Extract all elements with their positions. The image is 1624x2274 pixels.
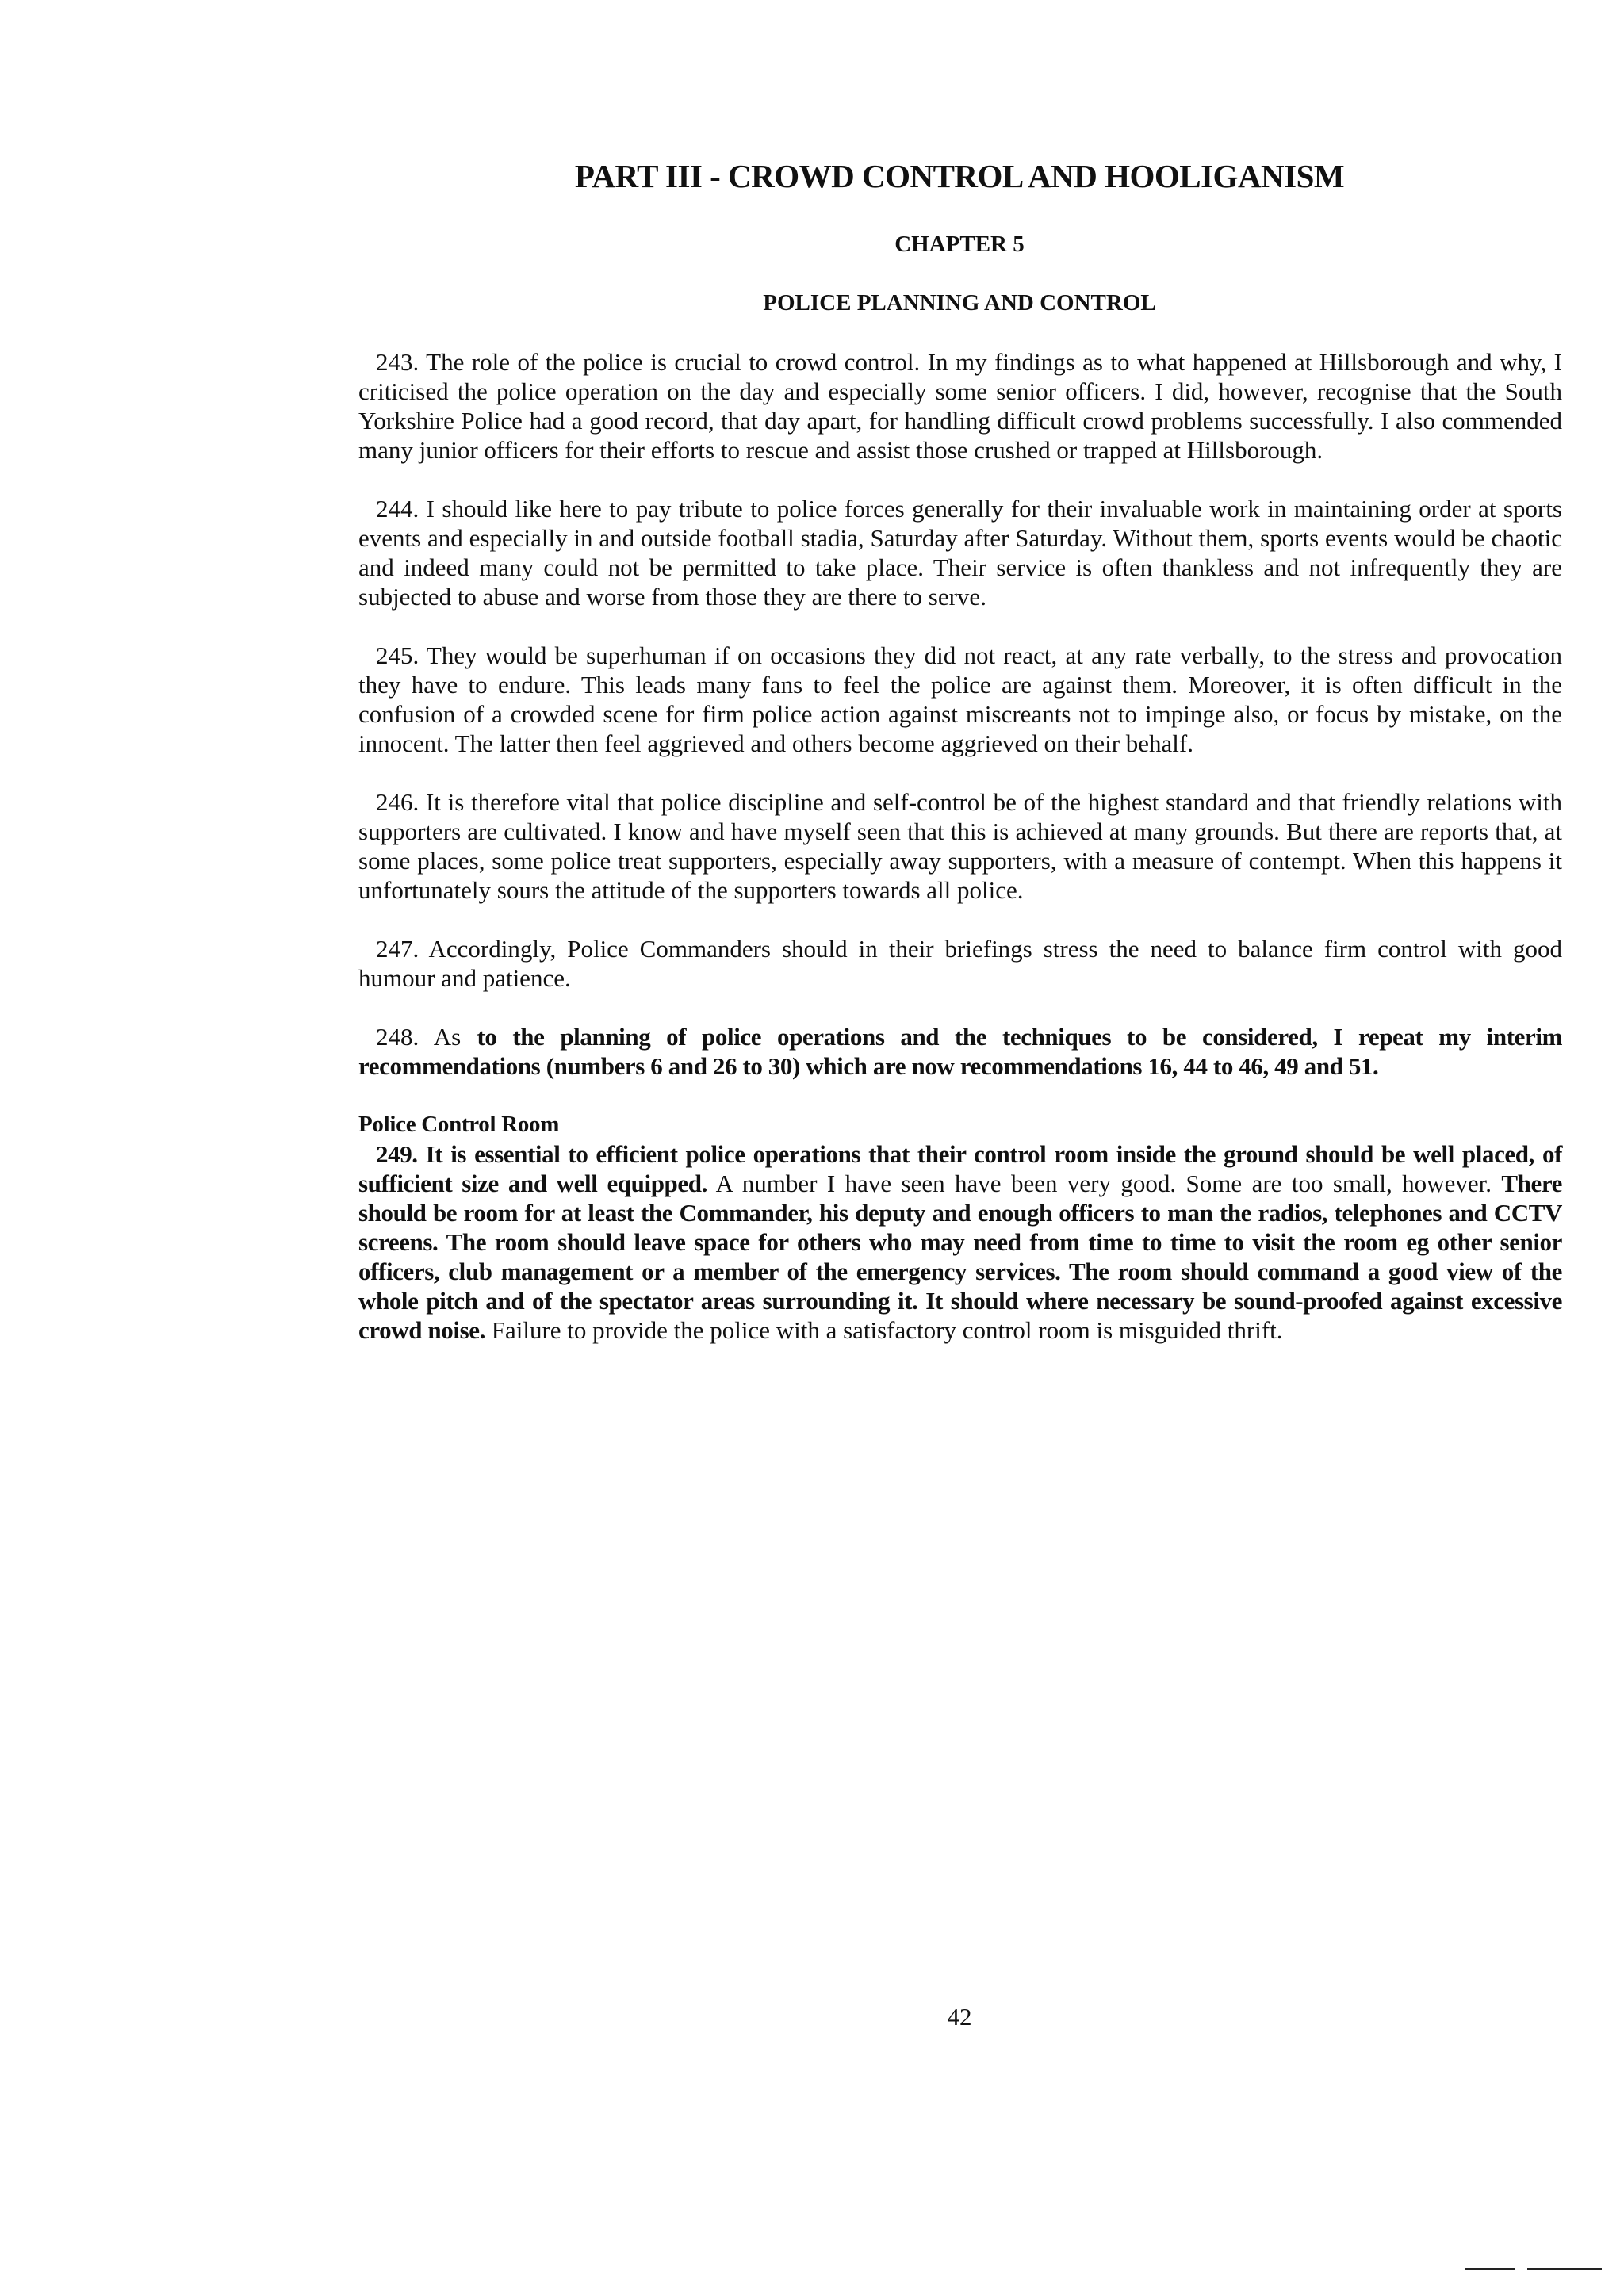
paragraph-text-bold: 249. It is essential to efficient police operations that their control room inside the ground should be well placed, of sufficient size and well equipped. [358, 1140, 1562, 1197]
paragraph-text: 245. They would be superhuman if on occasions they did not react, at any rate verbally, to the stress and provocation they have to endure. This leads many fans to feel the police are against them. Moreover, it is often difficult in the confusion of a crowded scene for firm police action against miscreants not to impinge also, or focus by mistake, on the innocent. The latter then feel aggrieved and others become aggrieved on their behalf. [358, 641, 1562, 757]
paragraph-248 [358, 1022, 1562, 1081]
paragraph-247 [358, 934, 1562, 993]
paragraph-243 [358, 347, 1562, 465]
part-title: PART III - CROWD CONTROL AND HOOLIGANISM [574, 158, 1345, 194]
scan-edge-mark [1527, 2268, 1602, 2270]
paragraph-text: 248. As [376, 1023, 477, 1051]
paragraph-text: 243. The role of the police is crucial to crowd control. In my findings as to what happened at Hillsborough and why, I criticised the police operation on the day and especially some senior officers. I did, however, recognise that the South Yorkshire Police had a good record, that day apart, for handling difficult crowd problems successfully. I also commended many junior officers for their efforts to rescue and assist those crushed or trapped at Hillsborough. [358, 348, 1562, 464]
paragraph-text: Failure to provide the police with a satisfactory control room is misguided thrift. [485, 1316, 1283, 1344]
section-title: POLICE PLANNING AND CONTROL [763, 290, 1156, 316]
scan-edge-mark [1465, 2268, 1515, 2270]
paragraph-text: A number I have seen have been very good. Some are too small, however. [707, 1170, 1502, 1197]
paragraph-text-bold: to the planning of police operations and the techniques to be considered, I repeat my interim recommendations (numbers 6 and 26 to 30) which are now recommendations 16, 44 to 46, 49 and 51. [358, 1023, 1562, 1080]
paragraph-246 [358, 787, 1562, 905]
subheading-police-control-room: Police Control Room [358, 1112, 560, 1137]
paragraph-text: 247. Accordingly, Police Commanders should in their briefings stress the need to balance firm control with good humour and patience. [358, 935, 1562, 992]
chapter-title: CHAPTER 5 [894, 232, 1025, 257]
paragraph-245 [358, 641, 1562, 758]
paragraph-249 [358, 1139, 1562, 1345]
paragraph-text: 246. It is therefore vital that police discipline and self-control be of the highest standard and that friendly relations with supporters are cultivated. I know and have myself seen that this is achieved at many grounds. But there are reports that, at some places, some police treat supporters, especially away supporters, with a measure of contempt. When this happens it unfortunately sours the attitude of the supporters towards all police. [358, 788, 1562, 904]
paragraph-text-bold: There should be room for at least the Commander, his deputy and enough officers to man the radios, telephones and CCTV screens. The room should leave space for others who may need from time to time to visit the room eg other senior officers, club management or a member of the emergency services. The room should command a good view of the whole pitch and of the spectator areas surrounding it. It should where necessary be sound-proofed against excessive crowd noise. [358, 1170, 1563, 1344]
paragraph-text: 244. I should like here to pay tribute to police forces generally for their invaluable work in maintaining order at sports events and especially in and outside football stadia, Saturday after Saturday. Without them, sports events would be chaotic and indeed many could not be permitted to take place. Their service is often thankless and not infrequently they are subjected to abuse and worse from those they are there to serve. [358, 495, 1562, 611]
paragraph-244 [358, 494, 1562, 611]
page-number: 42 [947, 2003, 972, 2031]
body-text [358, 347, 1562, 1374]
